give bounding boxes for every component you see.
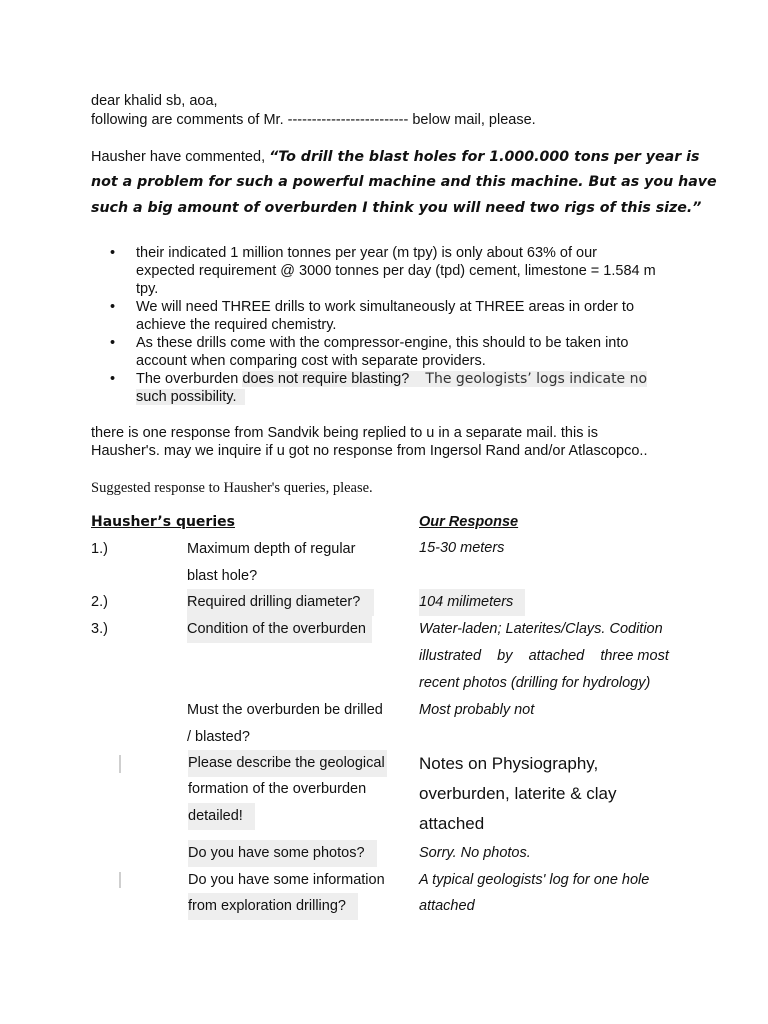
- bullet-icon: •: [110, 245, 116, 261]
- bullet-icon: •: [110, 335, 116, 351]
- query-text: from exploration drilling?: [188, 893, 358, 920]
- bullet-item: [110, 298, 690, 334]
- response-text: recent photos (drilling for hydrology): [419, 675, 651, 691]
- row-number: 2.): [91, 594, 108, 610]
- quote-text-2: not a problem for such a powerful machine and this machine. But as you have: [91, 174, 717, 190]
- bullet-text-row: [136, 370, 690, 388]
- bullet-text: The overburden: [136, 371, 243, 387]
- bullet-text: As these drills come with the compressor-engine, this should to be taken into: [136, 335, 629, 351]
- geologist-note: The geologists’ logs indicate no: [425, 371, 648, 387]
- sandvik-line-2: Hausher's. may we inquire if u got no response from Ingersol Rand and/or Atlascopco..: [91, 443, 648, 459]
- highlighted-text: does not require blasting?: [242, 371, 410, 387]
- query-text: Do you have some photos?: [188, 840, 377, 867]
- response-text: Most probably not: [419, 702, 535, 718]
- bullet-item: [110, 334, 690, 370]
- quote-text-3: such a big amount of overburden I think you will need two rigs of this size.”: [91, 200, 702, 216]
- bullet-text: their indicated 1 million tonnes per year (m tpy) is only about 63% of our: [136, 245, 598, 261]
- header-queries: Hausher’s queries: [91, 514, 235, 530]
- bullet-icon: •: [110, 371, 116, 387]
- bullet-item: [110, 244, 690, 298]
- query-text: / blasted?: [187, 729, 250, 745]
- response-text: Notes on Physiography,: [419, 754, 599, 773]
- response-text: overburden, laterite & clay: [419, 784, 617, 803]
- response-text: 15-30 meters: [419, 540, 505, 556]
- response-text: illustrated by attached three most: [419, 648, 669, 664]
- row-number: 3.): [91, 621, 108, 637]
- header-response: Our Response: [419, 514, 519, 530]
- query-text: blast hole?: [187, 568, 258, 584]
- bullet-text: We will need THREE drills to work simultaneously at THREE areas in order to: [136, 299, 635, 315]
- margin-marker: [119, 755, 121, 773]
- hausher-quote-line-1: [91, 148, 700, 166]
- greeting-line: dear khalid sb, aoa,: [91, 93, 218, 109]
- response-text: Water-laden; Laterites/Clays. Codition: [419, 621, 663, 637]
- highlight-gap: [409, 371, 425, 387]
- query-text: Condition of the overburden: [187, 616, 372, 643]
- comment-bullet-list: [110, 244, 690, 406]
- response-text: 104 milimeters: [419, 589, 525, 616]
- margin-marker: [119, 872, 121, 888]
- query-text: Required drilling diameter?: [187, 589, 374, 616]
- query-text: Maximum depth of regular: [187, 541, 356, 557]
- bullet-item: [110, 370, 690, 406]
- response-text: attached: [419, 898, 475, 914]
- query-text: Please describe the geological: [188, 750, 387, 777]
- suggested-response-line: Suggested response to Hausher's queries, please.: [91, 480, 373, 496]
- row-number: 1.): [91, 541, 108, 557]
- query-text: Must the overburden be drilled: [187, 702, 383, 718]
- bullet-icon: •: [110, 299, 116, 315]
- response-text: Sorry. No photos.: [419, 845, 531, 861]
- query-text: formation of the overburden: [188, 781, 367, 797]
- highlighted-text: such possibility.: [136, 389, 237, 405]
- response-text: A typical geologists' log for one hole: [419, 872, 650, 888]
- query-text: detailed!: [188, 803, 255, 830]
- query-text: Do you have some information: [188, 872, 385, 888]
- bullet-text: expected requirement @ 3000 tonnes per day (tpd) cement, limestone = 1.584 m: [136, 263, 656, 279]
- quote-text-1: “To drill the blast holes for 1.000.000 tons per year is: [269, 149, 700, 165]
- intro-line: following are comments of Mr. ------------------------- below mail, please.: [91, 112, 536, 128]
- highlight-gap: [236, 389, 244, 405]
- bullet-text: account when comparing cost with separate providers.: [136, 353, 486, 369]
- sandvik-line-1: there is one response from Sandvik being replied to u in a separate mail. this is: [91, 425, 598, 441]
- bullet-text: achieve the required chemistry.: [136, 317, 337, 333]
- bullet-text: tpy.: [136, 281, 159, 297]
- hausher-prefix: Hausher have commented,: [91, 149, 270, 165]
- response-text: attached: [419, 814, 485, 833]
